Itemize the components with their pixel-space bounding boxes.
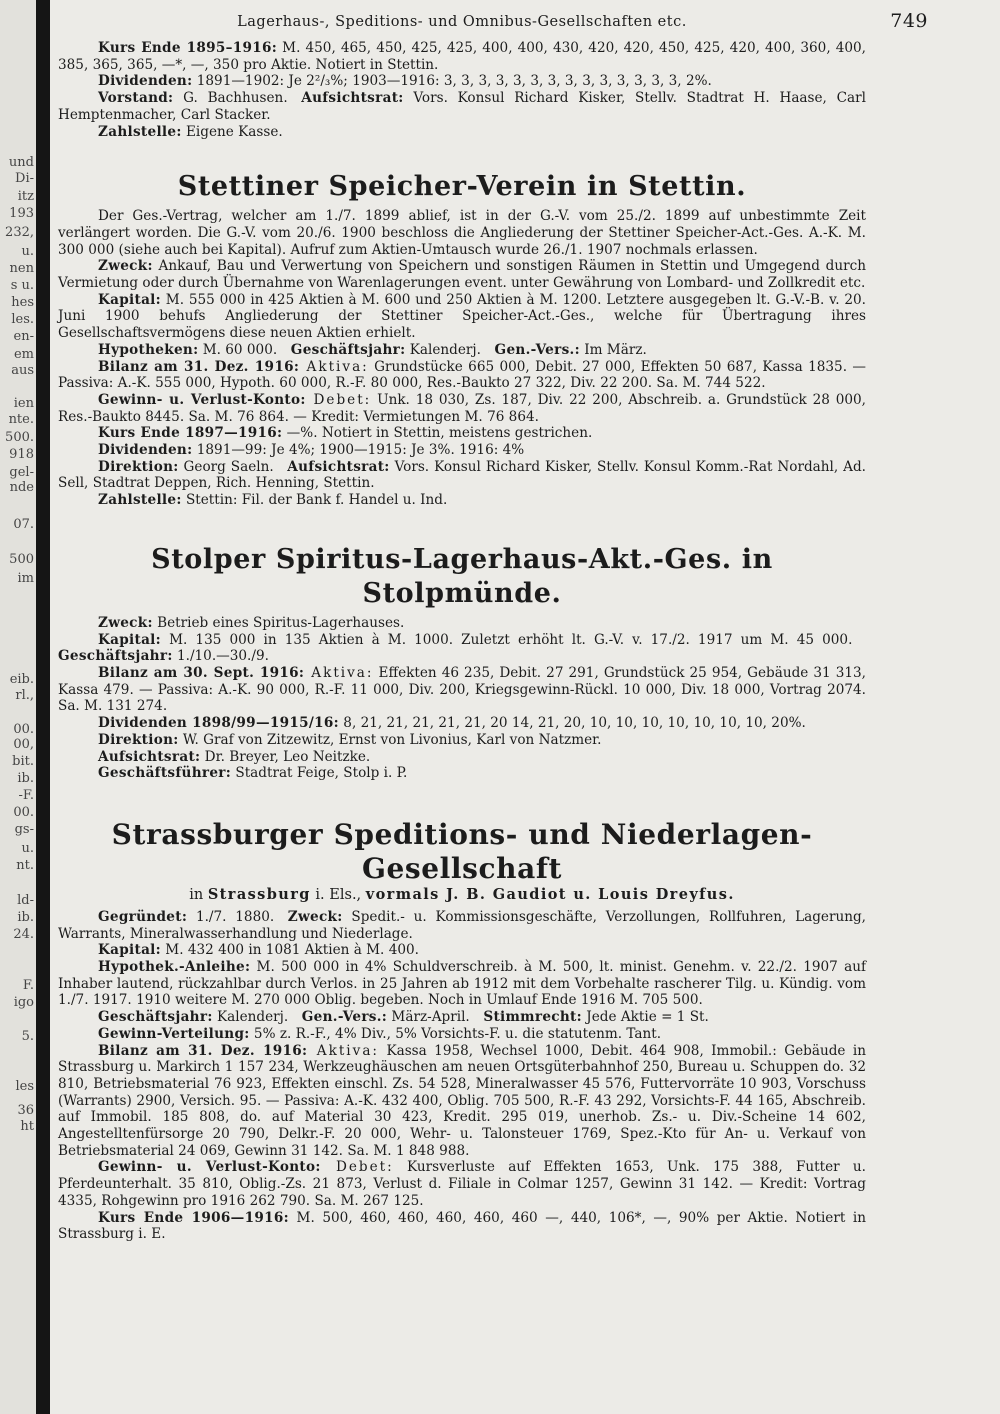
subtitle-formerly: vormals J. B. Gaudiot u. Louis Dreyfus. bbox=[365, 885, 735, 903]
field-value: —%. Notiert in Stettin, meistens gestrichen. bbox=[282, 425, 593, 442]
field-label: Zweck: bbox=[98, 258, 153, 275]
field-value: Jede Aktie = 1 St. bbox=[581, 1009, 709, 1026]
entry-paragraph bbox=[58, 90, 866, 123]
gutter-fragment: en- bbox=[13, 329, 34, 344]
field-label: Bilanz am 30. Sept. 1916: bbox=[98, 664, 305, 681]
field-value: Ankauf, Bau und Verwertung von Speichern und sonstigen Räumen in Stettin und Umgegend durch Vermietung oder durch Übernahme von Warenlagerungen event. unter Gewährung von Lombard- und Zollkredit etc. bbox=[58, 258, 866, 292]
field-value: Stadtrat Feige, Stolp i. P. bbox=[231, 765, 408, 782]
entry-body bbox=[58, 208, 866, 509]
gutter-fragment: nen bbox=[9, 261, 34, 276]
running-header-title: Lagerhaus-, Speditions- und Omnibus-Gesellschaften etc. bbox=[237, 14, 687, 30]
entry-paragraph bbox=[58, 909, 866, 942]
gutter-fragment: 5. bbox=[21, 1029, 34, 1044]
field-value: Georg Saeln. bbox=[178, 458, 274, 475]
field-value: Kursverluste auf Effekten 1653, Unk. 175 388, Futter u. Pferdeunterhalt. 35 810, Oblig.-Zs. 21 873, Verlust d. Filiale in Colmar 1257, Gewinn 31 142. — Kredit: Vortrag 4335, Rohgewinn pro 1916 262 790. Sa. M. 267 125. bbox=[58, 1159, 866, 1209]
field-value: Kassa 1958, Wechsel 1000, Debit. 464 908, Immobil.: Gebäude in Strassburg u. Markirch 1 157 234, Werkzeughäuschen am neuen Ortsgüterbahnhof 250, Bureau u. Schuppen do. 32 810, Betriebsmaterial 76 923, Effekten einschl. Zs. 54 528, Mineralwasser 45 576, Futtervorräte 10 903, Vorschuss (Warrants) 2900, Versich. 95. — Passiva: A.-K. 432 400, Oblig. 705 500, R.-F. 43 292, Vorsichts-F. 44 165, Abschreib. auf Immobil. 185 808, do. auf Material 30 423, Kredit. 295 019, unerhob. Zs.- u. Div.-Scheine 14 602, Angestelltenfürsorge 20 790, Delkr.-F. 20 000, Wehr- u. Talonsteuer 1769, Spez.-Kto für An- u. Verkauf von Betriebsmaterial 24 069, Gewinn 31 142. Sa. M. 1 848 988. bbox=[58, 1042, 866, 1159]
entry-paragraph bbox=[58, 40, 866, 73]
field-label: Gegründet: bbox=[98, 908, 188, 925]
company-entry bbox=[58, 40, 866, 140]
field-value: 8, 21, 21, 21, 21, 21, 20 14, 21, 20, 10, 10, 10, 10, 10, 10, 10, 20%. bbox=[338, 715, 806, 732]
gutter-fragment: rl., bbox=[15, 688, 34, 703]
company-entry bbox=[58, 818, 866, 1243]
field-value: M. 432 400 in 1081 Aktien à M. 400. bbox=[160, 942, 419, 959]
field-label: Geschäftsjahr: bbox=[58, 648, 173, 665]
field-sublabel: Debet: bbox=[305, 391, 372, 408]
gutter-fragment: 500 bbox=[9, 552, 34, 567]
page-content bbox=[58, 40, 866, 1243]
gutter-fragment: 24. bbox=[13, 927, 34, 942]
field-value: Spedit.- u. Kommissionsgeschäfte, Verzollungen, Rollfuhren, Lagerung, Warrants, Mineralwasserhandlung und Niederlage. bbox=[58, 908, 867, 942]
entry-paragraph bbox=[58, 732, 866, 749]
gutter-fragment: 36 bbox=[17, 1103, 34, 1118]
field-value: G. Bachhusen. bbox=[173, 90, 288, 107]
field-label: Geschäftsjahr: bbox=[290, 341, 406, 358]
company-title: Stolper Spiritus-Lagerhaus-Akt.-Ges. in Stolpmünde. bbox=[151, 543, 773, 609]
field-label: Kurs Ende 1897—1916: bbox=[98, 425, 283, 442]
gutter-fragment: 00, bbox=[13, 737, 34, 752]
field-label: Bilanz am 31. Dez. 1916: bbox=[98, 358, 300, 375]
entry-paragraph bbox=[58, 459, 866, 492]
field-value: Eigene Kasse. bbox=[181, 123, 283, 140]
field-value: M. 500 000 in 4% Schuldverschreib. à M. 500, lt. minist. Genehm. v. 22./2. 1907 auf Inhaber lautend, rückzahlbar durch Verlos. in 25 Jahren ab 1912 mit dem Vorbehalte rascherer Tilg. u. Kündig. vom 1./7. 1917. 1910 weitere M. 270 000 Oblig. begeben. Noch in Umlauf Ende 1916 M. 705 500. bbox=[58, 959, 866, 1009]
field-value: 1./10.—30./9. bbox=[172, 648, 269, 665]
field-value: 5% z. R.-F., 4% Div., 5% Vorsichts-F. u. die statutenm. Tant. bbox=[249, 1025, 662, 1042]
gutter-fragment: 232, bbox=[5, 225, 34, 240]
entry-paragraph bbox=[58, 425, 866, 442]
gutter-fragment: bit. bbox=[12, 754, 34, 769]
subtitle-middle: i. Els., bbox=[310, 886, 366, 903]
gutter-fragment: und bbox=[8, 155, 34, 170]
field-label: Direktion: bbox=[98, 731, 179, 748]
gutter-fragment: em bbox=[13, 347, 34, 362]
company-title: Strassburger Speditions- und Niederlagen-Gesellschaft bbox=[111, 817, 813, 885]
entry-paragraph bbox=[58, 292, 866, 342]
field-label: Stimmrecht: bbox=[483, 1009, 582, 1026]
gutter-fragment: eib. bbox=[9, 672, 34, 687]
field-value: Betrieb eines Spiritus-Lagerhauses. bbox=[152, 614, 405, 631]
entry-paragraph bbox=[58, 959, 866, 1009]
field-value: M. 555 000 in 425 Aktien à M. 600 und 250 Aktien à M. 1200. Letztere ausgegeben lt. G.-V.-B. v. 20. Juni 1900 behufs Angliederung der Stettiner Speicher-Act.-Ges., welche für Übertragung ihres Gesellschaftsvermögens diese neuen Aktien erhielt. bbox=[58, 291, 866, 342]
entry-paragraph bbox=[58, 665, 866, 715]
gutter-fragment: F. bbox=[22, 978, 34, 993]
document-page bbox=[58, 10, 928, 1243]
field-label: Zahlstelle: bbox=[98, 492, 182, 509]
field-value: Kalenderj. bbox=[405, 341, 481, 358]
field-label: Zahlstelle: bbox=[98, 123, 182, 140]
gutter-fragment: gel- bbox=[9, 465, 34, 480]
entry-paragraph bbox=[58, 73, 866, 90]
company-entry bbox=[58, 543, 866, 782]
gutter-fragment: 500. bbox=[5, 430, 34, 445]
field-label: Aufsichtsrat: bbox=[301, 90, 404, 107]
field-sublabel: Aktiva: bbox=[307, 1042, 380, 1059]
gutter-fragment: 00. bbox=[13, 805, 34, 820]
entry-paragraph bbox=[58, 492, 866, 509]
company-entry bbox=[58, 170, 866, 509]
field-label: Gen.-Vers.: bbox=[494, 341, 580, 358]
entry-paragraph bbox=[58, 1210, 866, 1243]
field-label: Kurs Ende 1895–1916: bbox=[98, 40, 278, 56]
page-number: 749 bbox=[890, 10, 928, 32]
field-value: M. 500, 460, 460, 460, 460, 460 —, 440, 106*, —, 90% per Aktie. Notiert in Strassburg i. E. bbox=[58, 1209, 867, 1243]
entry-paragraph bbox=[58, 765, 866, 782]
entry-paragraph bbox=[58, 942, 866, 959]
gutter-fragment: nt. bbox=[16, 858, 34, 873]
field-label: Hypothek.-Anleihe: bbox=[98, 959, 251, 976]
field-label: Kapital: bbox=[98, 291, 161, 308]
field-value: Der Ges.-Vertrag, welcher am 1./7. 1899 ablief, ist in der G.-V. vom 25./2. 1899 auf unbestimmte Zeit verlängert worden. Die G.-V. vom 20./6. 1900 beschloss die Angliederung der Stettiner Speicher-Act.-Ges. A.-K. M. 300 000 (siehe auch bei Kapital). Aufruf zum Aktien-Umtausch wurde 26./1. 1907 nochmals erlassen. bbox=[58, 208, 866, 258]
entry-paragraph bbox=[58, 1026, 866, 1043]
gutter-fragment: hes bbox=[11, 295, 34, 310]
field-value: Im März. bbox=[579, 341, 647, 358]
field-value: 1891—99: Je 4%; 1900—1915: Je 3%. 1916: 4% bbox=[192, 442, 525, 459]
field-value: M. 60 000. bbox=[198, 341, 278, 358]
field-value: Stettin: Fil. der Bank f. Handel u. Ind. bbox=[181, 492, 448, 509]
entry-paragraph bbox=[58, 1009, 866, 1026]
field-label: Geschäftsjahr: bbox=[98, 1009, 213, 1026]
field-label: Kurs Ende 1906—1916: bbox=[98, 1209, 289, 1226]
entry-paragraph bbox=[58, 392, 866, 425]
entry-paragraph bbox=[58, 615, 866, 632]
entry-paragraph bbox=[58, 749, 866, 766]
field-label: Zweck: bbox=[98, 614, 153, 631]
gutter-fragment: s u. bbox=[10, 278, 34, 293]
field-label: Aufsichtsrat: bbox=[98, 748, 201, 765]
entry-paragraph bbox=[58, 442, 866, 459]
gutter-fragment: 918 bbox=[9, 447, 34, 462]
field-value: Dr. Breyer, Leo Neitzke. bbox=[200, 748, 371, 765]
gutter-fragment: ib. bbox=[17, 910, 34, 925]
field-value: Vors. Konsul Richard Kisker, Stellv. Konsul Komm.-Rat Nordahl, Ad. Sell, Stadtrat Deppen, Rich. Henning, Stettin. bbox=[58, 458, 866, 492]
gutter-fragment: les bbox=[15, 1079, 34, 1094]
entry-paragraph bbox=[58, 632, 866, 665]
running-header bbox=[58, 10, 928, 40]
gutter-fragment: ib. bbox=[17, 771, 34, 786]
subtitle-prefix: in bbox=[189, 886, 208, 903]
field-sublabel: Aktiva: bbox=[299, 358, 369, 375]
entry-paragraph bbox=[58, 1159, 866, 1209]
field-value: Effekten 46 235, Debit. 27 291, Grundstück 25 954, Gebäude 31 313, Kassa 479. — Passiva: A.-K. 90 000, R.-F. 11 000, Div. 200, Kriegsgewinn-Rückl. 10 000, Div. 18 000, Vortrag 2074. Sa. M. 131 274. bbox=[58, 664, 866, 715]
field-label: Bilanz am 31. Dez. 1916: bbox=[98, 1042, 308, 1059]
field-value: Kalenderj. bbox=[212, 1009, 289, 1026]
gutter-fragment: -F. bbox=[18, 788, 34, 803]
gutter-fragment: ien bbox=[13, 396, 34, 411]
field-label: Kapital: bbox=[98, 631, 161, 648]
field-value: März-April. bbox=[387, 1009, 470, 1026]
field-label: Dividenden: bbox=[98, 442, 193, 459]
entry-body bbox=[58, 615, 866, 782]
field-value: Unk. 18 030, Zs. 187, Div. 22 200, Abschreib. a. Grundstück 28 000, Res.-Baukto 8445. Sa. M. 76 864. — Kredit: Vermietungen M. 76 864. bbox=[58, 391, 866, 425]
gutter-adjacent-page bbox=[0, 0, 36, 1414]
book-spine-shadow bbox=[36, 0, 50, 1414]
company-subtitle bbox=[58, 886, 866, 903]
gutter-fragment: les. bbox=[11, 312, 34, 327]
entry-paragraph bbox=[58, 124, 866, 141]
gutter-fragment: igo bbox=[13, 995, 34, 1010]
field-label: Gewinn- u. Verlust-Konto: bbox=[98, 391, 306, 408]
field-label: Dividenden: bbox=[98, 73, 193, 90]
field-label: Zweck: bbox=[287, 908, 343, 925]
field-label: Geschäftsführer: bbox=[98, 765, 232, 782]
field-label: Gewinn-Verteilung: bbox=[98, 1025, 250, 1042]
gutter-fragment: aus bbox=[11, 363, 34, 378]
entry-paragraph bbox=[58, 258, 866, 291]
field-label: Dividenden 1898/99—1915/16: bbox=[98, 715, 339, 732]
entry-paragraph bbox=[58, 342, 866, 359]
field-value: M. 450, 465, 450, 425, 425, 400, 400, 430, 420, 420, 450, 425, 420, 400, 360, 400, 385, 365, 365, —*, —, 350 pro Aktie. Notiert in Stettin. bbox=[58, 40, 867, 73]
gutter-fragment: ld- bbox=[17, 893, 34, 908]
field-sublabel: Debet: bbox=[320, 1159, 394, 1176]
field-value: M. 135 000 in 135 Aktien à M. 1000. Zuletzt erhöht lt. G.-V. v. 17./2. 1917 um M. 45 000. bbox=[160, 631, 853, 648]
entry-paragraph bbox=[58, 1043, 866, 1160]
gutter-fragment: u. bbox=[21, 841, 34, 856]
field-value: 1./7. 1880. bbox=[187, 908, 275, 925]
entry-body bbox=[58, 40, 866, 140]
entry-paragraph bbox=[58, 359, 866, 392]
field-value: Grundstücke 665 000, Debit. 27 000, Effekten 50 687, Kassa 1835. — Passiva: A.-K. 555 000, Hypoth. 60 000, R.-F. 80 000, Res.-Baukto 27 322, Div. 22 200. Sa. M. 744 522. bbox=[58, 358, 866, 392]
field-label: Gewinn- u. Verlust-Konto: bbox=[98, 1159, 321, 1176]
field-label: Kapital: bbox=[98, 942, 161, 959]
field-label: Gen.-Vers.: bbox=[301, 1009, 388, 1026]
gutter-fragment: 07. bbox=[13, 517, 34, 532]
gutter-fragment: itz bbox=[17, 189, 34, 204]
gutter-fragment: gs- bbox=[14, 822, 34, 837]
company-title: Stettiner Speicher-Verein in Stettin. bbox=[177, 171, 747, 203]
field-label: Direktion: bbox=[98, 458, 179, 475]
entry-paragraph bbox=[58, 208, 866, 258]
field-sublabel: Aktiva: bbox=[304, 664, 374, 681]
gutter-fragment: Di- bbox=[15, 171, 34, 186]
field-label: Vorstand: bbox=[98, 90, 174, 107]
gutter-fragment: nde bbox=[9, 480, 34, 495]
entry-body bbox=[58, 909, 866, 1243]
gutter-fragment: u. bbox=[21, 244, 34, 259]
subtitle-city: Strassburg bbox=[207, 885, 311, 903]
field-value: 1891—1902: Je 2²/₃%; 1903—1916: 3, 3, 3, 3, 3, 3, 3, 3, 3, 3, 3, 3, 3, 3, 2%. bbox=[192, 73, 712, 90]
gutter-fragment: 193 bbox=[9, 206, 34, 221]
gutter-fragment: ht bbox=[20, 1119, 34, 1134]
gutter-fragment: nte. bbox=[8, 412, 34, 427]
entry-paragraph bbox=[58, 715, 866, 732]
gutter-fragment: 00. bbox=[13, 722, 34, 737]
field-value: W. Graf von Zitzewitz, Ernst von Livonius, Karl von Natzmer. bbox=[178, 731, 602, 748]
field-value: Vors. Konsul Richard Kisker, Stellv. Stadtrat H. Haase, Carl Hemptenmacher, Carl Stacker. bbox=[58, 90, 866, 123]
field-label: Aufsichtsrat: bbox=[287, 458, 390, 475]
field-label: Hypotheken: bbox=[98, 341, 199, 358]
gutter-fragment: im bbox=[17, 571, 34, 586]
